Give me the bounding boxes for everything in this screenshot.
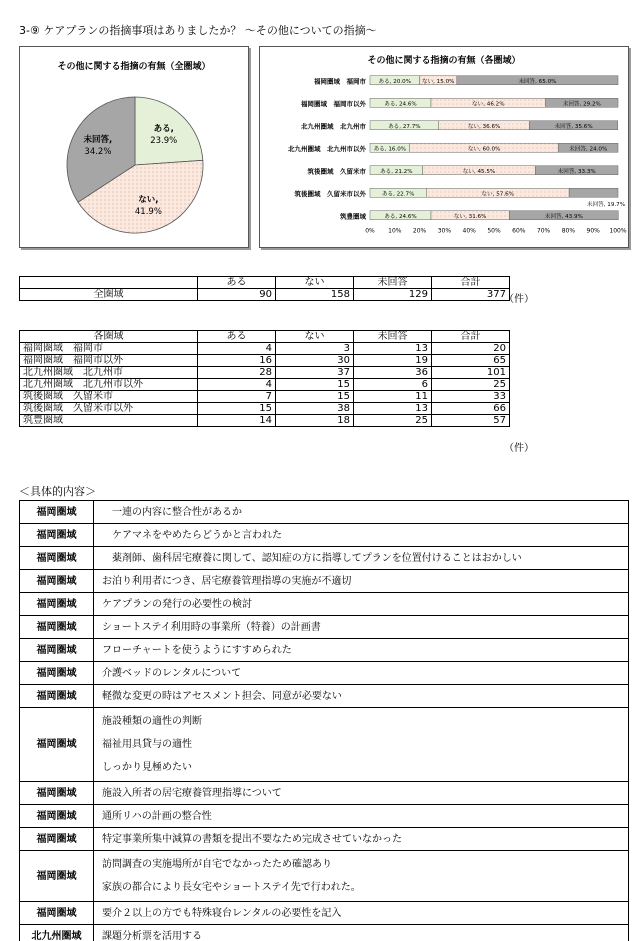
count-cell: 4	[198, 343, 276, 355]
data-label: ある, 27.7%	[388, 123, 421, 130]
count-cell: 30	[276, 355, 354, 367]
region-cell: 福岡圏域 福岡市	[20, 343, 198, 355]
header-cell: ある	[198, 331, 276, 343]
category-label: 福岡圏域 福岡市	[314, 77, 366, 86]
count-cell: 25	[432, 379, 510, 391]
region-cell: 筑後圏域 久留米市以外	[20, 403, 198, 415]
detail-row	[20, 593, 629, 616]
data-label: ない, 60.0%	[467, 146, 501, 153]
content-line: 通所リハの計画の整合性	[102, 810, 212, 822]
detail-row	[20, 782, 629, 805]
pie-slice-percent: 41.9%	[134, 206, 162, 217]
count-cell: 129	[354, 289, 432, 301]
content-line: 要介２以上の方でも特殊寝台レンタルの必要性を記入	[102, 907, 342, 919]
category-label: 筑後圏域 久留米市	[307, 167, 366, 176]
x-tick-label: 50%	[487, 227, 501, 235]
count-cell: 66	[432, 403, 510, 415]
count-cell: 4	[198, 379, 276, 391]
count-cell: 16	[198, 355, 276, 367]
data-label: 未回答, 65.0%	[518, 78, 557, 85]
header-cell: ない	[276, 277, 354, 289]
content-line: 施設入所者の居宅療養管理指導について	[102, 787, 282, 799]
detail-row	[20, 925, 629, 941]
region-cell: 北九州圏域 北九州市以外	[20, 379, 198, 391]
detail-row	[20, 570, 629, 593]
count-cell: 15	[276, 391, 354, 403]
region-cell: 全圏域	[20, 289, 198, 301]
content-cell	[94, 616, 629, 639]
data-label: ない, 57.6%	[481, 191, 514, 198]
content-line: 薬剤師、歯科居宅療養に関して、認知症の方に指導してプランを位置付けることはおかしい	[102, 552, 522, 564]
x-tick-label: 90%	[586, 227, 600, 235]
category-label: 北九州圏域 北九州市	[301, 122, 366, 131]
count-cell: 28	[198, 367, 276, 379]
total-table	[19, 276, 510, 301]
detail-row	[20, 851, 629, 902]
area-cell: 福岡圏域	[20, 782, 94, 805]
x-tick-label: 70%	[536, 227, 551, 235]
bar-segment	[569, 188, 618, 197]
data-label: ない, 46.2%	[472, 101, 505, 108]
content-line: ケアプランの発行の必要性の検討	[102, 598, 252, 610]
content-cell	[94, 662, 629, 685]
content-cell	[94, 782, 629, 805]
content-line: お泊り利用者につき、居宅療養管理指導の実施が不適切	[102, 575, 352, 587]
count-cell: 377	[432, 289, 510, 301]
count-cell: 19	[354, 355, 432, 367]
data-label: 未回答, 19.7%	[586, 201, 626, 208]
content-line: 施設種類の適性の判断	[102, 716, 202, 727]
count-cell: 33	[432, 391, 510, 403]
pie-slice-label: ある,	[153, 124, 174, 135]
content-cell	[94, 805, 629, 828]
header-cell: 未回答	[354, 331, 432, 343]
content-line: 介護ベッドのレンタルについて	[102, 667, 242, 679]
area-cell: 福岡圏域	[20, 501, 94, 524]
pie-chart-panel	[19, 46, 249, 248]
pie-slice-percent: 23.9%	[150, 136, 178, 147]
area-cell: 福岡圏域	[20, 708, 94, 782]
content-cell	[94, 828, 629, 851]
detail-row	[20, 662, 629, 685]
count-cell: 3	[276, 343, 354, 355]
count-cell: 101	[432, 367, 510, 379]
category-label: 福岡圏域 福岡市以外	[301, 99, 366, 108]
section-heading: ＜具体的内容＞	[19, 485, 96, 498]
header-cell: ない	[276, 331, 354, 343]
area-cell: 福岡圏域	[20, 662, 94, 685]
pie-slice-label: 未回答,	[83, 134, 113, 145]
area-cell: 福岡圏域	[20, 593, 94, 616]
content-cell	[94, 925, 629, 941]
region-cell: 福岡圏域 福岡市以外	[20, 355, 198, 367]
header-cell	[20, 277, 198, 289]
data-label: 未回答, 35.6%	[554, 123, 593, 130]
count-cell: 7	[198, 391, 276, 403]
pie-slice-label: ない,	[138, 194, 159, 205]
count-cell: 65	[432, 355, 510, 367]
area-cell: 福岡圏域	[20, 616, 94, 639]
area-cell: 福岡圏域	[20, 902, 94, 925]
table-row	[20, 367, 510, 379]
pie-chart	[20, 47, 250, 249]
detail-row	[20, 902, 629, 925]
data-label: 未回答, 43.9%	[544, 213, 583, 220]
content-line: フローチャートを使うようにすすめられた	[102, 644, 292, 656]
stacked-bar-chart	[260, 47, 630, 249]
count-cell: 13	[354, 403, 432, 415]
content-line: 家族の都合により長女宅やショートステイ先で行われた。	[102, 882, 361, 893]
data-label: ある, 16.0%	[373, 146, 407, 153]
data-label: ない, 15.0%	[421, 78, 455, 85]
x-tick-label: 10%	[388, 227, 402, 235]
content-line: 軽微な変更の時はアセスメント担会、同意が必要ない	[102, 690, 342, 702]
x-tick-label: 20%	[412, 227, 427, 235]
data-label: 未回答, 29.2%	[562, 101, 601, 108]
x-tick-label: 80%	[561, 227, 576, 235]
x-tick-label: 30%	[437, 227, 452, 235]
content-line: ショートステイ利用時の事業所（特養）の計画書	[102, 621, 321, 633]
area-cell: 福岡圏域	[20, 547, 94, 570]
table-row	[20, 391, 510, 403]
content-line: ケアマネをやめたらどうかと言われた	[102, 529, 282, 541]
unit-label: （件）	[504, 443, 534, 454]
content-cell	[94, 547, 629, 570]
count-cell: 13	[354, 343, 432, 355]
category-label: 筑豊圏域	[340, 212, 366, 221]
count-cell: 11	[354, 391, 432, 403]
page-title: 3-⑨ ケアプランの指摘事項はありましたか？ ～その他についての指摘～	[19, 24, 377, 37]
data-label: ある, 22.7%	[381, 191, 415, 198]
detail-table	[19, 500, 629, 941]
count-cell: 14	[198, 415, 276, 427]
content-line: 訪問調査の実施場所が自宅でなかったため確認あり	[102, 859, 332, 870]
content-line: 特定事業所集中減算の書類を提出不要なため完成させていなかった	[102, 833, 402, 845]
x-tick-label: 60%	[512, 227, 526, 235]
x-tick-label: 40%	[462, 227, 476, 235]
table-row	[20, 379, 510, 391]
table-row	[20, 289, 510, 301]
count-cell: 18	[276, 415, 354, 427]
data-label: ある, 24.6%	[384, 101, 417, 108]
count-cell: 158	[276, 289, 354, 301]
region-table	[19, 330, 510, 427]
count-cell: 57	[432, 415, 510, 427]
count-cell: 36	[354, 367, 432, 379]
table-row	[20, 355, 510, 367]
count-cell: 6	[354, 379, 432, 391]
table-row	[20, 403, 510, 415]
detail-row	[20, 616, 629, 639]
data-label: 未回答, 33.3%	[557, 168, 596, 175]
count-cell: 37	[276, 367, 354, 379]
content-cell	[94, 851, 629, 902]
table-row	[20, 415, 510, 427]
pie-chart-title: その他に関する指摘の有無（全圏域）	[57, 62, 211, 72]
detail-row	[20, 828, 629, 851]
count-cell: 90	[198, 289, 276, 301]
content-line: 福祉用具貸与の適性	[102, 739, 192, 750]
header-cell: 各圏域	[20, 331, 198, 343]
x-tick-label: 0%	[365, 227, 375, 235]
data-label: 未回答, 24.0%	[569, 146, 608, 153]
category-label: 筑後圏域 久留米市以外	[294, 189, 366, 198]
area-cell: 福岡圏域	[20, 524, 94, 547]
content-line: しっかり見極めたい	[102, 762, 192, 773]
count-cell: 20	[432, 343, 510, 355]
area-cell: 福岡圏域	[20, 685, 94, 708]
count-cell: 38	[276, 403, 354, 415]
detail-row	[20, 501, 629, 524]
content-cell	[94, 593, 629, 616]
content-cell	[94, 708, 629, 782]
header-cell: ある	[198, 277, 276, 289]
table-row	[20, 343, 510, 355]
content-cell	[94, 902, 629, 925]
area-cell: 福岡圏域	[20, 851, 94, 902]
bar-chart-title: その他に関する指摘の有無（各圏域）	[367, 56, 521, 66]
content-cell	[94, 524, 629, 547]
header-cell: 合計	[432, 277, 510, 289]
data-label: ある, 24.6%	[384, 213, 417, 220]
region-table-header	[20, 331, 510, 343]
data-label: ない, 45.5%	[462, 168, 496, 175]
detail-row	[20, 805, 629, 828]
data-label: ある, 21.2%	[380, 168, 413, 175]
detail-row	[20, 524, 629, 547]
area-cell: 福岡圏域	[20, 639, 94, 662]
header-cell: 未回答	[354, 277, 432, 289]
content-cell	[94, 570, 629, 593]
bar-chart-panel	[259, 46, 629, 248]
content-cell	[94, 501, 629, 524]
data-label: ある, 20.0%	[378, 78, 412, 85]
detail-row	[20, 708, 629, 782]
area-cell: 福岡圏域	[20, 805, 94, 828]
data-label: ない, 31.6%	[453, 213, 487, 220]
region-cell: 筑豊圏域	[20, 415, 198, 427]
detail-row	[20, 639, 629, 662]
content-cell	[94, 685, 629, 708]
area-cell: 北九州圏域	[20, 925, 94, 941]
detail-row	[20, 547, 629, 570]
category-label: 北九州圏域 北九州市以外	[288, 144, 366, 153]
region-cell: 筑後圏域 久留米市	[20, 391, 198, 403]
x-tick-label: 100%	[609, 227, 627, 235]
total-table-header	[20, 277, 510, 289]
detail-row	[20, 685, 629, 708]
content-line: 一連の内容に整合性があるか	[102, 506, 242, 518]
content-cell	[94, 639, 629, 662]
region-cell: 北九州圏域 北九州市	[20, 367, 198, 379]
header-cell: 合計	[432, 331, 510, 343]
count-cell: 15	[276, 379, 354, 391]
count-cell: 15	[198, 403, 276, 415]
pie-slice-percent: 34.2%	[84, 146, 112, 157]
data-label: ない, 36.6%	[467, 123, 501, 130]
area-cell: 福岡圏域	[20, 570, 94, 593]
unit-label: （件）	[504, 294, 534, 305]
content-line: 課題分析票を活用する	[102, 930, 202, 941]
area-cell: 福岡圏域	[20, 828, 94, 851]
count-cell: 25	[354, 415, 432, 427]
